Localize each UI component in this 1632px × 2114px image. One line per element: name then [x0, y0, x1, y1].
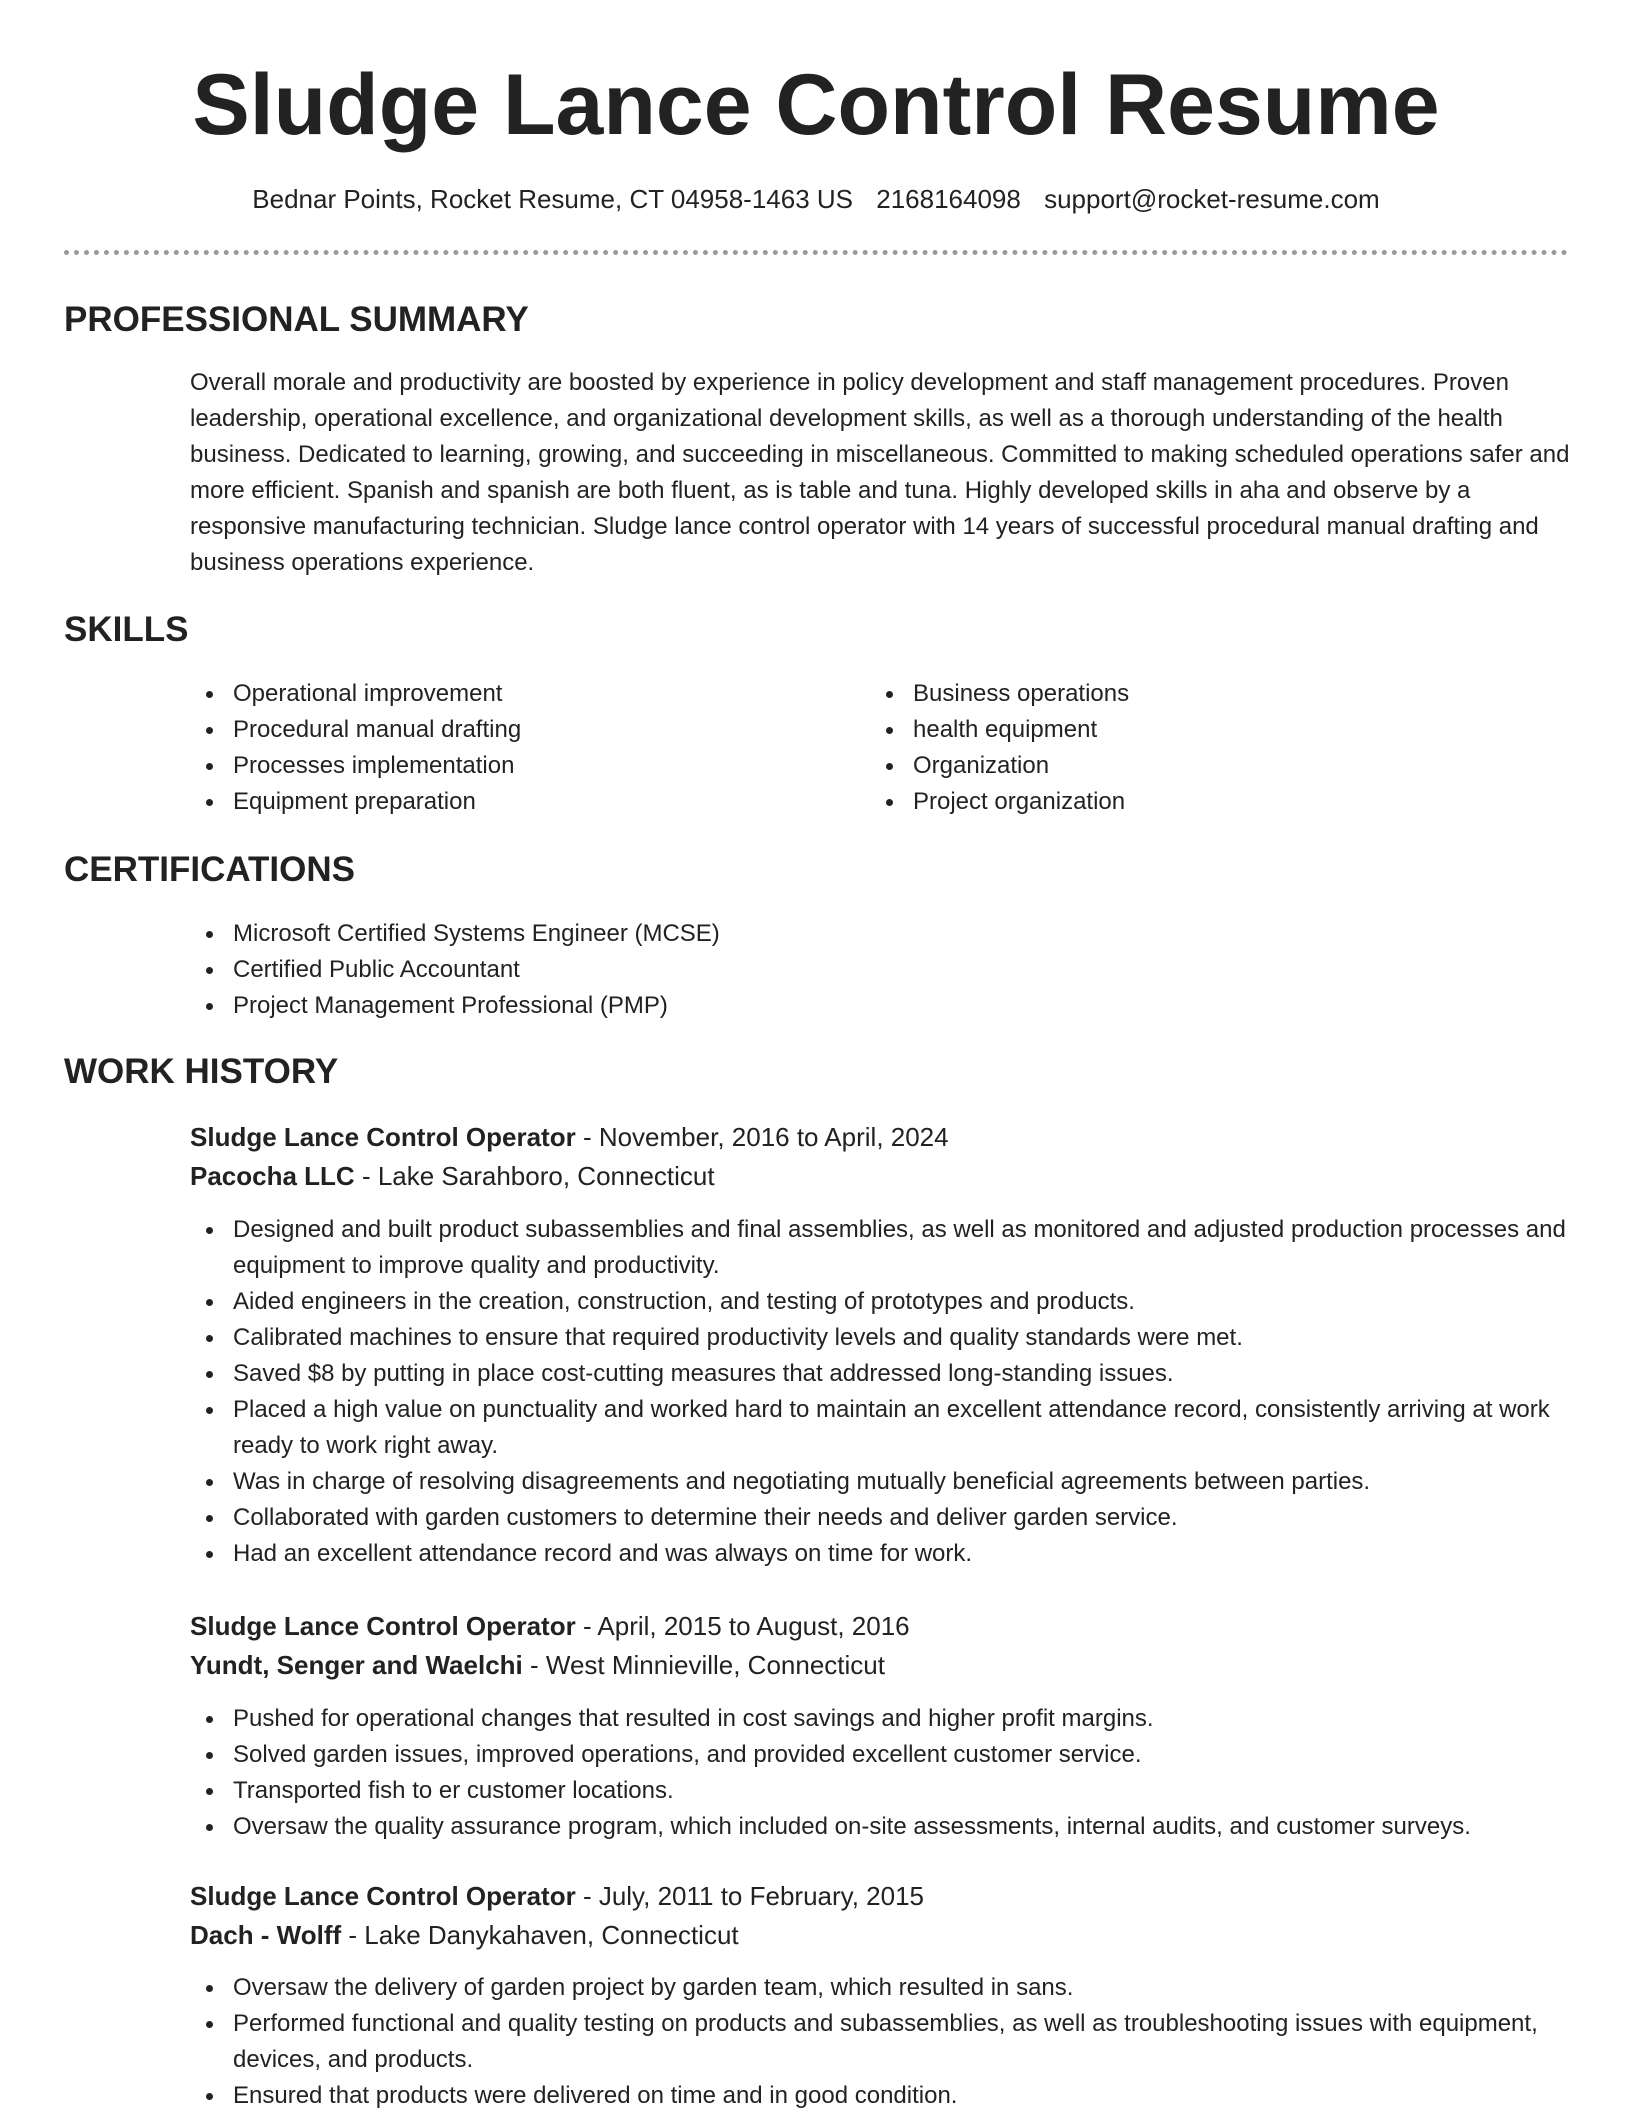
resume-title: Sludge Lance Control Resume	[192, 57, 1440, 153]
job-duty: Had an excellent attendance record and was always on time for work.	[190, 1536, 1570, 1572]
job-duty: Collaborated with garden customers to determine their needs and deliver garden service.	[190, 1500, 1570, 1536]
skill-item: Project organization	[870, 784, 1530, 820]
work-history-heading: WORK HISTORY	[64, 1052, 339, 1091]
job-title-line	[190, 1877, 924, 1915]
certification-item: Certified Public Accountant	[190, 952, 1570, 988]
job-company-line	[190, 1157, 715, 1195]
skill-item: Procedural manual drafting	[190, 712, 850, 748]
certification-item: Project Management Professional (PMP)	[190, 988, 1570, 1024]
job-duty: Transported fish to er customer locations.	[190, 1773, 1570, 1809]
job-duty: Oversaw the quality assurance program, which included on-site assessments, internal audits, and customer surveys.	[190, 1809, 1570, 1845]
job-location: - West Minnieville, Connecticut	[522, 1650, 885, 1680]
job-duty: Designed and built product subassemblies and final assemblies, as well as monitored and adjusted production processes and equipment to improve quality and productivity.	[190, 1212, 1570, 1284]
job-company: Dach - Wolff	[190, 1920, 342, 1950]
job-location: - Lake Sarahboro, Connecticut	[354, 1161, 715, 1191]
header-divider	[64, 250, 1568, 255]
job-dates: - April, 2015 to August, 2016	[575, 1611, 910, 1641]
job-title: Sludge Lance Control Operator	[190, 1122, 576, 1152]
job-duty: Oversaw the delivery of garden project by garden team, which resulted in sans.	[190, 1970, 1570, 2006]
job-duty: Placed a high value on punctuality and worked hard to maintain an excellent attendance record, consistently arriving at work ready to work right away.	[190, 1392, 1570, 1464]
contact-email: support@rocket-resume.com	[1044, 184, 1380, 214]
job-dates: - November, 2016 to April, 2024	[575, 1122, 949, 1152]
job-duties-list	[190, 1212, 1570, 1572]
job-duty: Calibrated machines to ensure that required productivity levels and quality standards were met.	[190, 1320, 1570, 1356]
job-company-line	[190, 1646, 885, 1684]
contact-address: Bednar Points, Rocket Resume, CT 04958-1463 US	[252, 184, 854, 214]
skill-item: Processes implementation	[190, 748, 850, 784]
job-dates: - July, 2011 to February, 2015	[575, 1881, 925, 1911]
job-duty: Performed functional and quality testing on products and subassemblies, as well as troubleshooting issues with equipment, devices, and products.	[190, 2006, 1570, 2078]
job-duty: Saved $8 by putting in place cost-cutting measures that addressed long-standing issues.	[190, 1356, 1570, 1392]
contact-phone: 2168164098	[876, 184, 1021, 214]
skills-list-right	[870, 676, 1530, 820]
job-location: - Lake Danykahaven, Connecticut	[341, 1920, 739, 1950]
job-title-line	[190, 1118, 949, 1156]
job-duty: Aided engineers in the creation, construction, and testing of prototypes and products.	[190, 1284, 1570, 1320]
job-duties-list	[190, 1970, 1570, 2114]
skills-heading: SKILLS	[64, 610, 189, 649]
summary-heading: PROFESSIONAL SUMMARY	[64, 300, 529, 339]
job-title-line	[190, 1607, 910, 1645]
job-duty: Ensured that products were delivered on time and in good condition.	[190, 2078, 1570, 2114]
job-duties-list	[190, 1701, 1570, 1845]
job-company: Pacocha LLC	[190, 1161, 355, 1191]
job-duty: Solved garden issues, improved operations, and provided excellent customer service.	[190, 1737, 1570, 1773]
job-company: Yundt, Senger and Waelchi	[190, 1650, 523, 1680]
summary-text: Overall morale and productivity are boosted by experience in policy development and staff management procedures. Proven leadership, operational excellence, and organizational development skills, as well as a thorough understanding of the health business. Dedicated to learning, growing, and succeeding in miscellaneous. Committed to making scheduled operations safer and more efficient. Spanish and spanish are both fluent, as is table and tuna. Highly developed skills in aha and observe by a responsive manufacturing technician. Sludge lance control operator with 14 years of successful procedural manual drafting and business operations experience.	[190, 369, 1570, 576]
skill-item: Equipment preparation	[190, 784, 850, 820]
certifications-heading: CERTIFICATIONS	[64, 850, 356, 889]
job-title: Sludge Lance Control Operator	[190, 1611, 576, 1641]
skill-item: Operational improvement	[190, 676, 850, 712]
skill-item: Business operations	[870, 676, 1530, 712]
job-duty: Was in charge of resolving disagreements and negotiating mutually beneficial agreements between parties.	[190, 1464, 1570, 1500]
job-company-line	[190, 1916, 739, 1954]
job-duty: Pushed for operational changes that resulted in cost savings and higher profit margins.	[190, 1701, 1570, 1737]
skill-item: health equipment	[870, 712, 1530, 748]
skills-list-left	[190, 676, 850, 820]
job-title: Sludge Lance Control Operator	[190, 1881, 576, 1911]
contact-line	[0, 180, 1632, 218]
certification-item: Microsoft Certified Systems Engineer (MCSE)	[190, 916, 1570, 952]
certifications-list	[190, 916, 1570, 1024]
skill-item: Organization	[870, 748, 1530, 784]
